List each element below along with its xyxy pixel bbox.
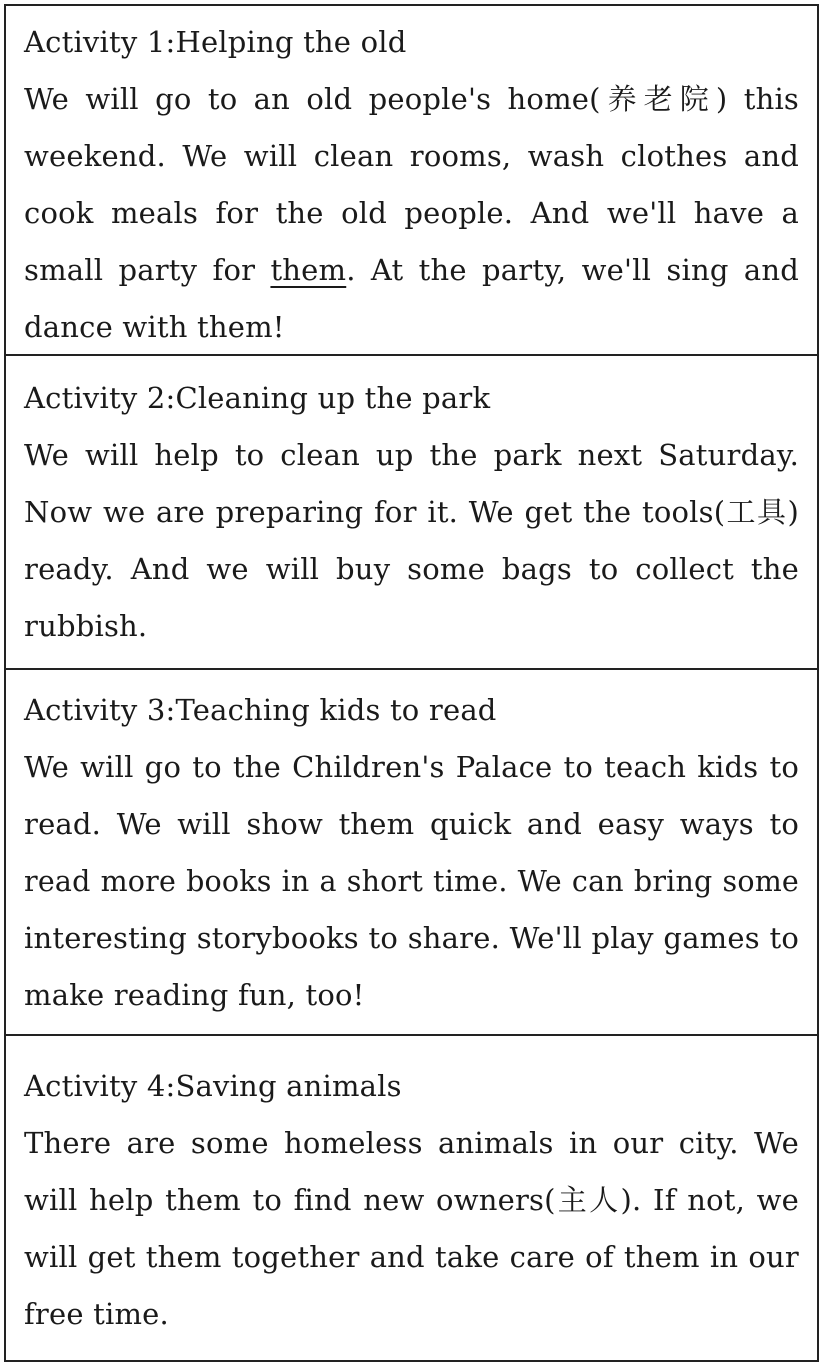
activity-1-line-2: weekend. We will clean rooms, wash clothes and <box>24 139 799 173</box>
activity-4-title: Activity 4:Saving animals <box>24 1069 402 1103</box>
activity-3-line-1: We will go to the Children's Palace to teach kids to <box>24 750 799 784</box>
activity-4-line-2: will help them to find new owners(主人). If not, we <box>24 1183 799 1217</box>
activity-2-line-1: We will help to clean up the park next Saturday. <box>24 438 799 472</box>
activity-4-cell <box>6 1058 817 1343</box>
activity-2-cell <box>6 370 817 655</box>
activity-2-line-4: rubbish. <box>24 609 148 643</box>
row-divider-3 <box>6 1034 817 1036</box>
activity-4-line-1: There are some homeless animals in our city. We <box>24 1126 799 1160</box>
activity-1-line-3: cook meals for the old people. And we'll have a <box>24 196 799 230</box>
activity-3-cell <box>6 682 817 1024</box>
activity-3-line-5: make reading fun, too! <box>24 978 365 1012</box>
activity-1-cell <box>6 14 817 356</box>
activity-3-line-3: read more books in a short time. We can bring some <box>24 865 799 898</box>
activity-1-line-1: We will go to an old people's home(养老院) this <box>24 82 799 116</box>
row-divider-1 <box>6 354 817 356</box>
activities-table <box>4 4 819 1362</box>
activity-2-line-3: ready. And we will buy some bags to collect the <box>24 552 799 586</box>
row-divider-2 <box>6 668 817 670</box>
activity-3-title: Activity 3:Teaching kids to read <box>24 693 497 727</box>
activity-3-line-2: read. We will show them quick and easy ways to <box>24 807 799 841</box>
activity-2-title: Activity 2:Cleaning up the park <box>24 381 491 415</box>
activity-4-line-4: free time. <box>24 1297 169 1331</box>
activity-4-line-3: will get them together and take care of them in our <box>24 1240 799 1274</box>
activity-1-line-5: dance with them! <box>24 310 285 344</box>
activity-1-line-4 <box>24 242 799 299</box>
activity-3-line-4: interesting storybooks to share. We'll play games to <box>24 921 799 955</box>
activity-1-line-4-start: small party for <box>24 253 271 287</box>
underlined-word: them <box>270 253 347 287</box>
activity-1-line-4-end: . At the party, we'll sing and <box>346 253 799 287</box>
activity-1-title: Activity 1:Helping the old <box>24 25 407 59</box>
activity-2-line-2: Now we are preparing for it. We get the tools(工具) <box>24 495 799 529</box>
